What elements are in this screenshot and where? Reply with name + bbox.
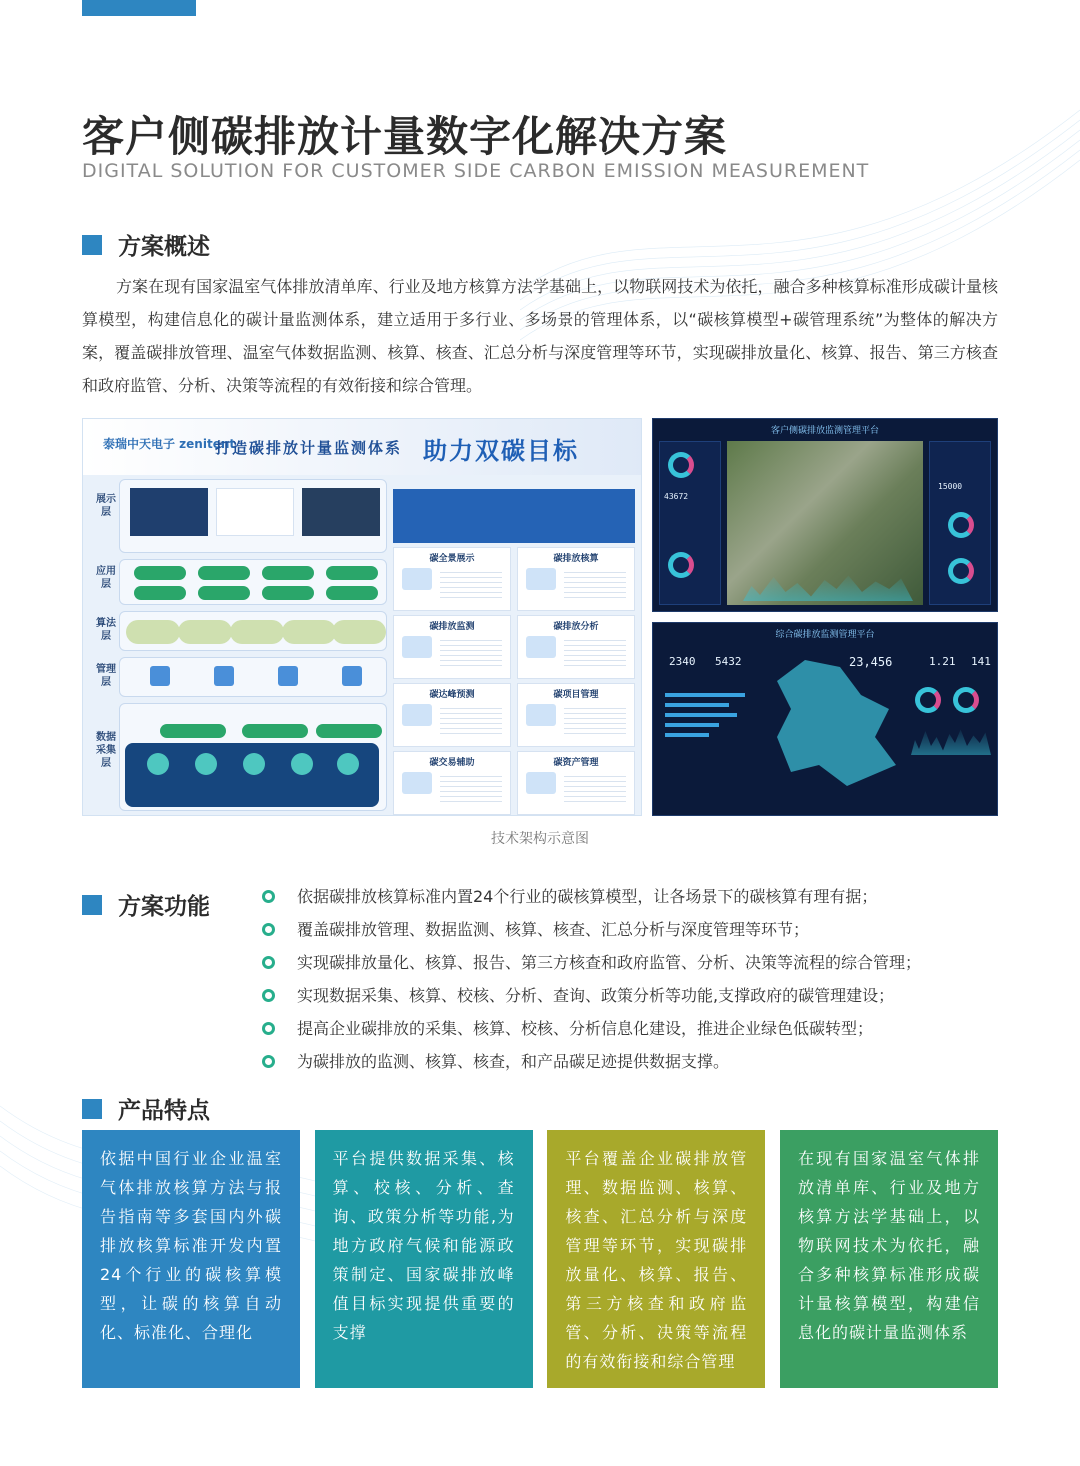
panel-cell: 碳排放核算	[517, 547, 635, 611]
features-heading: 产品特点	[82, 1092, 210, 1125]
feature-card: 平台覆盖企业碳排放管理、数据监测、核算、核查、汇总分析与深度管理等环节，实现碳排放量化、核算、报告、第三方核查和政府监管、分析、决策等流程的有效衔接和综合管理	[547, 1130, 765, 1388]
layer-label-management: 管理层	[96, 664, 116, 688]
diagram-slogan: 打造碳排放计量监测体系	[215, 439, 403, 457]
feature-card: 依据中国行业企业温室气体排放核算方法与报告指南等多套国内外碳排放核算标准开发内置24个行业的碳核算模型，让碳的核算自动化、标准化、合理化	[82, 1130, 300, 1388]
screen-thumb	[130, 488, 208, 536]
list-item: 为碳排放的监测、核算、核查，和产品碳足迹提供数据支撑。	[262, 1045, 1022, 1078]
list-item: 实现数据采集、核算、校核、分析、查询、政策分析等功能,支撑政府的碳管理建设；	[262, 979, 1022, 1012]
circle-bullet-icon	[262, 956, 275, 969]
top-accent-bar	[82, 0, 196, 16]
circle-bullet-icon	[262, 890, 275, 903]
layer-label-display: 展示层	[96, 494, 116, 518]
panel-intro-banner	[393, 489, 635, 543]
page-title: 客户侧碳排放计量数字化解决方案	[82, 112, 728, 161]
layer-application-box	[119, 559, 387, 605]
panel-cell: 碳排放分析	[517, 615, 635, 679]
area-chart	[911, 725, 991, 755]
layer-display-box	[119, 479, 387, 553]
dashboard-screenshot-bottom: 综合碳排放监测管理平台 2340 5432 23,456 1.21 141	[652, 622, 998, 816]
screen-thumb	[302, 488, 380, 536]
page-subtitle: DIGITAL SOLUTION FOR CUSTOMER SIDE CARBON EMISSION MEASUREMENT	[82, 160, 870, 182]
panel-cell: 碳全景展示	[393, 547, 511, 611]
dashboard-screenshot-top	[652, 418, 998, 612]
panel-cell: 碳交易辅助	[393, 751, 511, 815]
list-item: 依据碳排放核算标准内置24个行业的碳核算模型，让各场景下的碳核算有理有据；	[262, 880, 1022, 913]
circle-bullet-icon	[262, 1055, 275, 1068]
panel-cell: 碳资产管理	[517, 751, 635, 815]
square-icon	[82, 235, 102, 255]
overview-heading: 方案概述	[82, 228, 210, 261]
diagram-slogan-big: 助力双碳目标	[423, 437, 579, 465]
layer-label-application: 应用层	[96, 566, 116, 590]
layer-label-algorithm: 算法层	[96, 618, 116, 642]
list-item: 覆盖碳排放管理、数据监测、核算、核查、汇总分析与深度管理等环节；	[262, 913, 1022, 946]
screen-thumb	[216, 488, 294, 536]
dashboard-side-panel: 15000	[929, 441, 991, 605]
region-map	[763, 653, 903, 793]
square-icon	[82, 895, 102, 915]
company-logo: 泰瑞中天电子 zenitent	[103, 437, 236, 451]
functions-list	[262, 880, 1022, 1078]
panel-cell: 碳达峰预测	[393, 683, 511, 747]
layer-management-box	[119, 657, 387, 697]
dashboard-side-panel: 43672	[659, 441, 721, 605]
panel-cell: 碳项目管理	[517, 683, 635, 747]
diagram-header	[83, 419, 642, 475]
layer-algorithm-box	[119, 611, 387, 651]
figure-caption: 技术架构示意图	[491, 831, 589, 847]
functions-heading: 方案功能	[82, 888, 210, 921]
feature-card: 平台提供数据采集、核算、校核、分析、查询、政策分析等功能,为地方政府气候和能源政策制定、国家碳排放峰值目标实现提供重要的支撑	[315, 1130, 533, 1388]
panel-cell: 碳排放监测	[393, 615, 511, 679]
circle-bullet-icon	[262, 1022, 275, 1035]
architecture-diagram	[82, 418, 642, 816]
dashboard-title: 客户侧碳排放监测管理平台	[770, 426, 879, 436]
application-panel-grid	[393, 489, 635, 809]
feature-card: 在现有国家温室气体排放清单库、行业及地方核算方法学基础上，以物联网技术为依托，融合多种核算标准形成碳计量核算模型，构建信息化的碳计量监测体系	[780, 1130, 998, 1388]
list-item: 实现碳排放量化、核算、报告、第三方核查和政府监管、分析、决策等流程的综合管理；	[262, 946, 1022, 979]
circle-bullet-icon	[262, 989, 275, 1002]
dashboard-title: 综合碳排放监测管理平台	[775, 630, 875, 640]
data-source-band	[125, 743, 379, 807]
layer-label-data-collection: 数据采集层	[96, 732, 116, 769]
circle-bullet-icon	[262, 923, 275, 936]
overview-paragraph: 方案在现有国家温室气体排放清单库、行业及地方核算方法学基础上，以物联网技术为依托，融合多种核算标准形成碳计量核算模型，构建信息化的碳计量监测体系，建立适用于多行业、多场景的管理体系，以“碳核算模型+碳管理系统”为整体的解决方案，覆盖碳排放管理、温室气体数据监测、核算、核查、汇总分析与深度管理等环节，实现碳排放量化、核算、报告、第三方核查和政府监管、分析、决策等流程的有效衔接和综合管理。	[82, 277, 998, 395]
list-item: 提高企业碳排放的采集、核算、校核、分析信息化建设，推进企业绿色低碳转型；	[262, 1012, 1022, 1045]
square-icon	[82, 1099, 102, 1119]
feature-cards	[82, 1130, 998, 1388]
